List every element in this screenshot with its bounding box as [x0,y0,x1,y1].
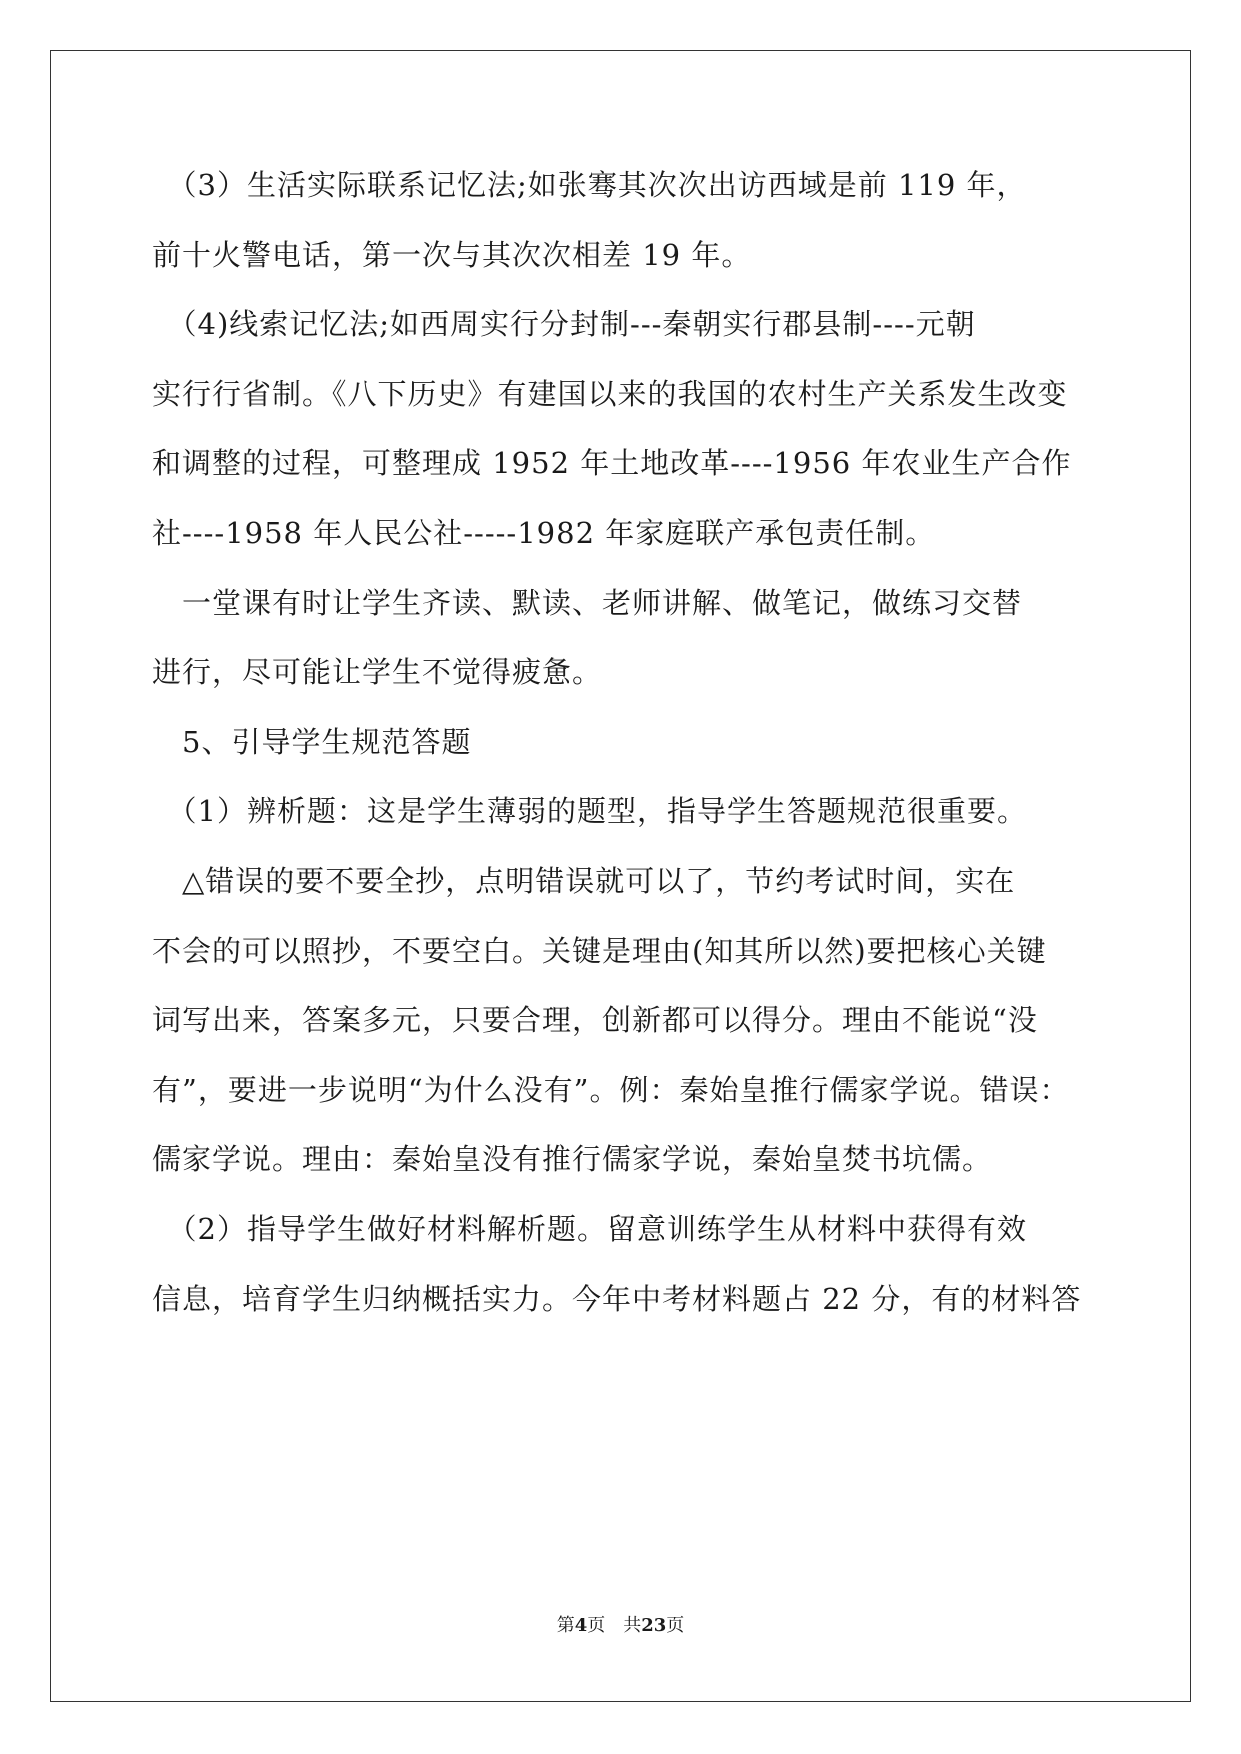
text-line-14: 有”，要进一步说明“为什么没有”。例：秦始皇推行儒家学说。错误： [152,1073,1070,1107]
text-line-8: 进行，尽可能让学生不觉得疲惫。 [152,655,603,689]
footer-prefix: 第 [556,1615,575,1636]
footer-total-suffix: 页 [666,1615,685,1636]
text-line-7: 一堂课有时让学生齐读、默读、老师讲解、做笔记，做练习交替 [152,586,1023,620]
text-line-16: （2）指导学生做好材料解析题。留意训练学生从材料中获得有效 [152,1212,1027,1246]
text-line-17: 信息，培育学生归纳概括实力。今年中考材料题占 22 分，有的材料答 [152,1282,1082,1316]
text-line-9: 5、引导学生规范答题 [152,725,472,759]
text-line-1: （3）生活实际联系记忆法;如张骞其次次出访西域是前 119 年， [152,168,1027,202]
page-total: 23 [641,1615,667,1636]
page-number: 4 [574,1615,588,1636]
footer-total-prefix: 共 [623,1615,642,1636]
text-line-6: 社----1958 年人民公社-----1982 年家庭联产承包责任制。 [152,516,936,550]
text-line-3: （4)线索记忆法;如西周实行分封制---秦朝实行郡县制----元朝 [152,307,976,341]
footer-page-suffix: 页 [587,1615,606,1636]
page-footer [0,1614,1241,1638]
text-line-10: （1）辨析题：这是学生薄弱的题型，指导学生答题规范很重要。 [152,794,1027,828]
text-line-11: △错误的要不要全抄，点明错误就可以了，节约考试时间，实在 [152,864,1016,898]
text-line-5: 和调整的过程，可整理成 1952 年土地改革----1956 年农业生产合作 [152,446,1072,480]
text-line-12: 不会的可以照抄，不要空白。关键是理由(知其所以然)要把核心关键 [152,934,1047,968]
text-line-2: 前十火警电话，第一次与其次次相差 19 年。 [152,238,752,272]
text-line-13: 词写出来，答案多元，只要合理，创新都可以得分。理由不能说“没 [152,1003,1038,1037]
text-line-15: 儒家学说。理由：秦始皇没有推行儒家学说，秦始皇焚书坑儒。 [152,1142,993,1176]
text-line-4: 实行行省制。《八下历史》有建国以来的我国的农村生产关系发生改变 [152,377,1068,411]
